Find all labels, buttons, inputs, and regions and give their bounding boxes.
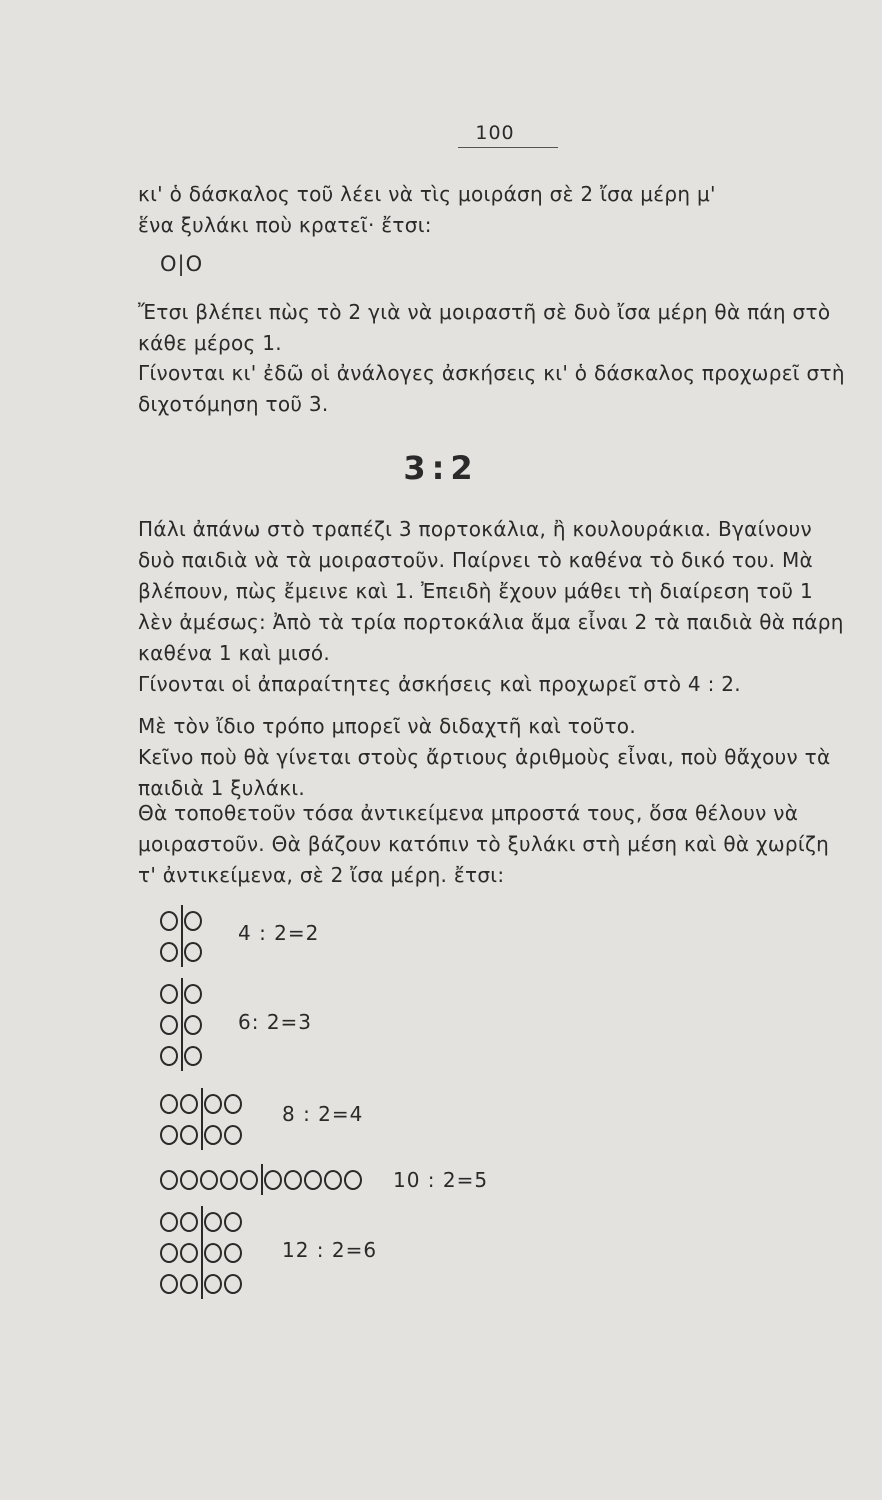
object-circle — [160, 911, 178, 931]
object-circle — [184, 942, 202, 962]
equation-6: 6: 2=3 — [238, 1010, 313, 1034]
diagram-row — [160, 1268, 244, 1299]
object-circle — [204, 1243, 222, 1263]
object-circle — [180, 1243, 198, 1263]
object-circle — [160, 1046, 178, 1066]
intro-line-1: κι' ὁ δάσκαλος τοῦ λέει νὰ τὶς μοιράση σὲ 2 ἴσα μέρη μ' — [138, 182, 716, 206]
object-circle — [180, 1094, 198, 1114]
divider-stick — [201, 1088, 203, 1119]
divider-stick — [181, 905, 183, 936]
object-circle — [184, 1046, 202, 1066]
divider-stick — [261, 1164, 263, 1195]
section-heading: 3:2 — [403, 449, 479, 487]
object-circle — [160, 1212, 178, 1232]
divider-stick — [181, 1009, 183, 1040]
diagram-row — [160, 978, 204, 1009]
split-mark: O|O — [160, 252, 204, 276]
object-circle — [224, 1094, 242, 1114]
diagram-row — [160, 1088, 244, 1119]
page-number-rule — [458, 147, 558, 148]
object-circle — [180, 1170, 198, 1190]
divider-stick — [181, 936, 183, 967]
object-circle — [160, 984, 178, 1004]
diagram-row — [160, 905, 204, 936]
object-circle — [324, 1170, 342, 1190]
divider-stick — [181, 978, 183, 1009]
object-circle — [224, 1243, 242, 1263]
object-circle — [204, 1212, 222, 1232]
diagram-row — [160, 1040, 204, 1071]
object-circle — [180, 1212, 198, 1232]
divider-stick — [181, 1040, 183, 1071]
object-circle — [264, 1170, 282, 1190]
equation-8: 8 : 2=4 — [282, 1102, 364, 1126]
object-circle — [184, 911, 202, 931]
diagram-6 — [160, 978, 204, 1071]
object-circle — [160, 942, 178, 962]
diagram-row — [160, 1206, 244, 1237]
object-circle — [184, 984, 202, 1004]
page-number: 100 — [475, 122, 515, 144]
diagram-4 — [160, 905, 204, 967]
divider-stick — [201, 1268, 203, 1299]
object-circle — [204, 1125, 222, 1145]
object-circle — [220, 1170, 238, 1190]
equation-12: 12 : 2=6 — [282, 1238, 378, 1262]
object-circle — [184, 1015, 202, 1035]
diagram-row — [160, 1237, 244, 1268]
paragraph-5: Μὲ τὸν ἴδιο τρόπο μπορεῖ νὰ διδαχτῆ καὶ τοῦτο. — [138, 714, 636, 738]
paragraph-7: Θὰ τοποθετοῦν τόσα ἀντικείμενα μπροστά τους, ὅσα θέλουν νὰ μοιραστοῦν. Θὰ βάζουν κατόπιν τὸ ξυλάκι στὴ μέση καὶ θὰ χωρίζη τ' ἀντικείμενα, σὲ 2 ἴσα μέρη. ἔτσι: — [138, 801, 830, 887]
diagram-8 — [160, 1088, 244, 1150]
object-circle — [224, 1125, 242, 1145]
object-circle — [224, 1274, 242, 1294]
object-circle — [204, 1094, 222, 1114]
object-circle — [160, 1125, 178, 1145]
diagram-row — [160, 1009, 204, 1040]
diagram-12 — [160, 1206, 244, 1299]
intro-paragraph — [138, 179, 850, 241]
paragraph-4: Γίνονται οἱ ἀπαραίτητες ἀσκήσεις καὶ προχωρεῖ στὸ 4 : 2. — [138, 672, 741, 696]
divider-stick — [201, 1119, 203, 1150]
object-circle — [304, 1170, 322, 1190]
object-circle — [180, 1125, 198, 1145]
paragraph-1: Ἔτσι βλέπει πὼς τὸ 2 γιὰ νὰ μοιραστῆ σὲ δυὸ ἴσα μέρη θὰ πάη στὸ κάθε μέρος 1. — [138, 300, 831, 355]
object-circle — [204, 1274, 222, 1294]
divider-stick — [201, 1237, 203, 1268]
equation-10: 10 : 2=5 — [393, 1168, 489, 1192]
paragraph-6: Κεῖνο ποὺ θὰ γίνεται στοὺς ἄρτιους ἀριθμοὺς εἶναι, ποὺ θἄχουν τὰ παιδιὰ 1 ξυλάκι. — [138, 745, 831, 800]
paragraph-2: Γίνονται κι' ἐδῶ οἱ ἀνάλογες ἀσκήσεις κι' ὁ δάσκαλος προχωρεῖ στὴ διχοτόμηση τοῦ 3. — [138, 361, 845, 416]
object-circle — [160, 1170, 178, 1190]
paragraph-3: Πάλι ἀπάνω στὸ τραπέζι 3 πορτοκάλια, ἢ κουλουράκια. Βγαίνουν δυὸ παιδιὰ νὰ τὰ μοιραστοῦν. Παίρνει τὸ καθένα τὸ δικό του. Μὰ βλέπουν, πὼς ἔμεινε καὶ 1. Ἐπειδὴ ἔχουν μάθει τὴ διαίρεση τοῦ 1 λὲν ἀμέσως: Ἀπὸ τὰ τρία πορτοκάλια ἅμα εἶναι 2 τὰ παιδιὰ θὰ πάρη καθένα 1 καὶ μισό. — [138, 517, 844, 665]
equation-4: 4 : 2=2 — [238, 921, 320, 945]
object-circle — [240, 1170, 258, 1190]
object-circle — [160, 1243, 178, 1263]
divider-stick — [201, 1206, 203, 1237]
object-circle — [284, 1170, 302, 1190]
intro-line-2: ἕνα ξυλάκι ποὺ κρατεῖ· ἔτσι: — [138, 213, 432, 237]
object-circle — [200, 1170, 218, 1190]
object-circle — [160, 1274, 178, 1294]
object-circle — [160, 1094, 178, 1114]
diagram-10 — [160, 1164, 364, 1195]
object-circle — [180, 1274, 198, 1294]
object-circle — [160, 1015, 178, 1035]
object-circle — [344, 1170, 362, 1190]
diagram-row — [160, 1119, 244, 1150]
diagram-row — [160, 1164, 364, 1195]
object-circle — [224, 1212, 242, 1232]
diagram-row — [160, 936, 204, 967]
